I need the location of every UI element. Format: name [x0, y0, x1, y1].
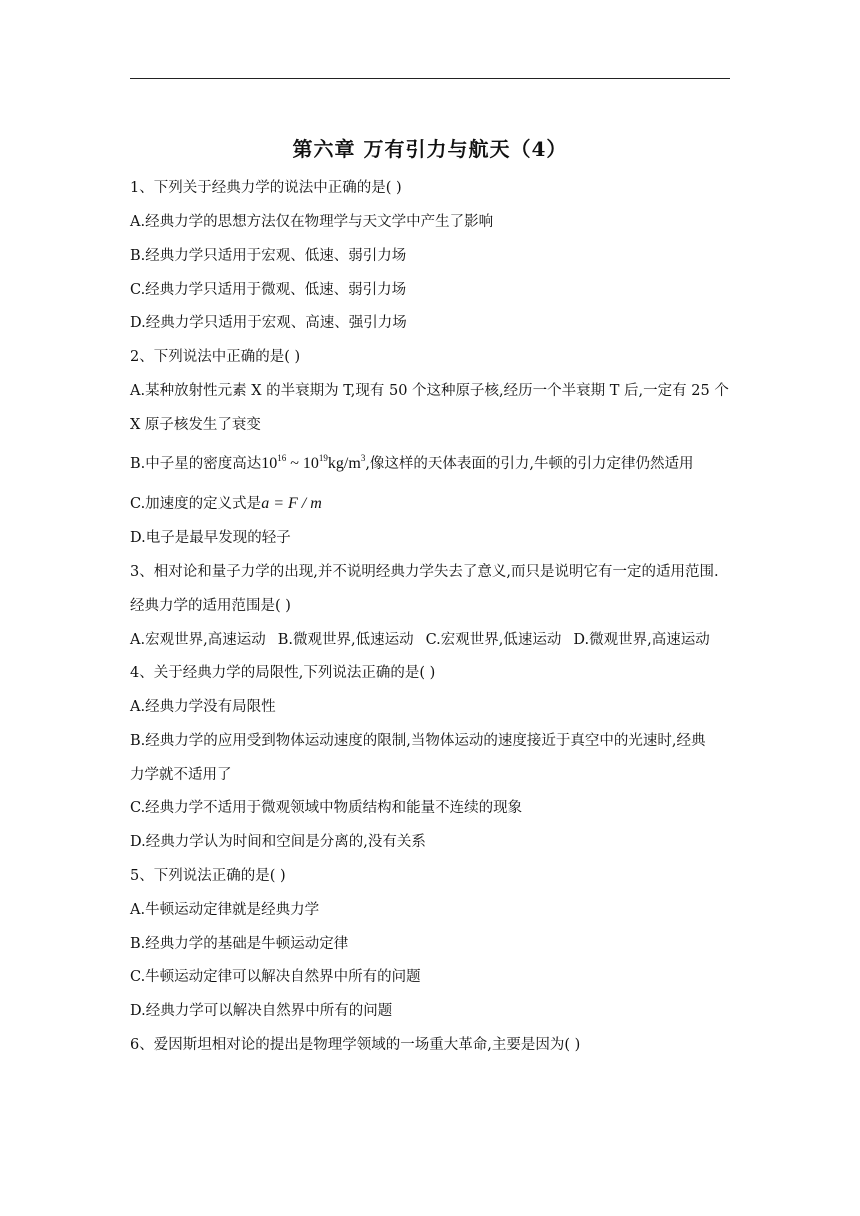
q4-stem: 4、关于经典力学的局限性,下列说法正确的是( ): [130, 665, 436, 681]
acceleration-formula: a = F / m: [261, 495, 322, 512]
density-unit-exponent: 3: [360, 453, 366, 463]
q1-stem: 1、下列关于经典力学的说法中正确的是( ): [130, 180, 402, 196]
q6-stem: 6、爱因斯坦相对论的提出是物理学领域的一场重大革命,主要是因为( ): [130, 1037, 581, 1053]
q4-option-a: A.经典力学没有局限性: [130, 699, 276, 715]
density-base-low: 10: [261, 455, 278, 472]
q3-options: [130, 630, 740, 650]
density-exponent-high: 19: [318, 453, 328, 463]
q2-option-d: D.电子是最早发现的轻子: [130, 530, 291, 546]
density-exponent-low: 16: [277, 453, 287, 463]
q4-option-b-line2: 力学就不适用了: [130, 767, 232, 783]
q5-option-c: C.牛顿运动定律可以解决自然界中所有的问题: [130, 969, 421, 985]
q5-option-d: D.经典力学可以解决自然界中所有的问题: [130, 1003, 393, 1019]
density-tilde: ~: [286, 455, 303, 472]
q4-option-c: C.经典力学不适用于微观领域中物质结构和能量不连续的现象: [130, 800, 523, 816]
q1-option-b: B.经典力学只适用于宏观、低速、弱引力场: [130, 248, 407, 264]
density-base-high: 10: [302, 455, 319, 472]
q4-option-b-line1: B.经典力学的应用受到物体运动速度的限制,当物体运动的速度接近于真空中的光速时,经典: [130, 733, 706, 749]
density-unit: kg/m: [327, 455, 361, 472]
page-title: 第六章 万有引力与航天（4）: [292, 137, 568, 161]
q3-option-a: A.宏观世界,高速运动: [130, 632, 266, 648]
header-rule: [130, 78, 730, 79]
q2-option-b-prefix: B.中子星的密度高达: [130, 456, 262, 472]
q5-stem: 5、下列说法正确的是( ): [130, 868, 286, 884]
q2-density-formula: [261, 455, 365, 472]
q5-option-b: B.经典力学的基础是牛顿运动定律: [130, 936, 349, 952]
q2-stem: 2、下列说法中正确的是( ): [130, 349, 301, 365]
q3-stem-line1: 3、相对论和量子力学的出现,并不说明经典力学失去了意义,而只是说明它有一定的适用范围.: [130, 564, 719, 580]
q1-option-c: C.经典力学只适用于微观、低速、弱引力场: [130, 282, 407, 298]
q4-option-d: D.经典力学认为时间和空间是分离的,没有关系: [130, 834, 426, 850]
q2-option-c-prefix: C.加速度的定义式是: [130, 496, 262, 512]
q1-option-a: A.经典力学的思想方法仅在物理学与天文学中产生了影响: [130, 214, 494, 230]
q3-option-c: C.宏观世界,低速运动: [425, 632, 562, 648]
q1-option-d: D.经典力学只适用于宏观、高速、强引力场: [130, 315, 407, 331]
q3-option-b: B.微观世界,低速运动: [277, 632, 414, 648]
q3-stem-line2: 经典力学的适用范围是( ): [130, 598, 291, 614]
q5-option-a: A.牛顿运动定律就是经典力学: [130, 902, 320, 918]
q2-option-a-line1: A.某种放射性元素 X 的半衰期为 T,现有 50 个这种原子核,经历一个半衰期 T 后,一定有 25 个: [130, 383, 729, 399]
q2-option-c: [130, 494, 740, 514]
q2-option-b-suffix: ,像这样的天体表面的引力,牛顿的引力定律仍然适用: [365, 456, 694, 472]
q2-option-b: [130, 454, 740, 474]
q2-option-a-line2: X 原子核发生了衰变: [130, 417, 261, 433]
q3-option-d: D.微观世界,高速运动: [573, 632, 710, 648]
